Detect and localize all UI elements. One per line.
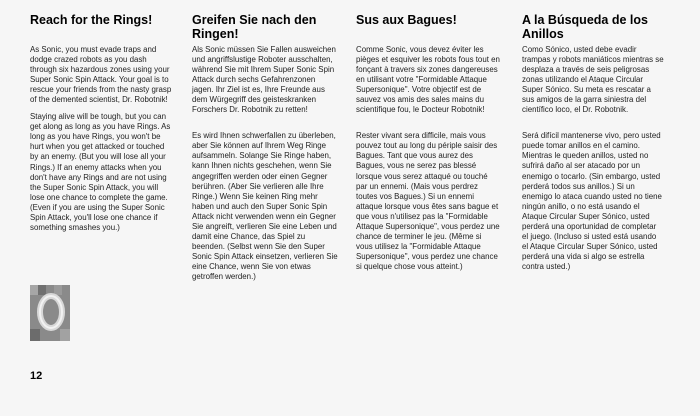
ring-icon: [30, 285, 70, 341]
page-number: 12: [30, 370, 43, 382]
paragraph: Als Sonic müssen Sie Fallen ausweichen und angriffslustige Roboter ausschalten, während Sie mit Ihrem Super Sonic Spin Attack durch sechs Gefahrenzonen jagen. Ihr Ziel ist es, Ihre Freunde aus dem Würgegriff des geisteskranken Forschers Dr. Robotnik zu retten!: [192, 45, 336, 115]
body-french: [356, 45, 500, 279]
heading-spanish: A la Búsqueda de los Anillos: [522, 13, 648, 41]
paragraph: As Sonic, you must evade traps and dodge crazed robots as you dash through six hazardous zones using your Super Sonic Spin Attack. Your goal is to rescue your friends from the nasty grasp of the demented scientist, Dr. Robotnik!: [30, 45, 172, 105]
paragraph: Staying alive will be tough, but you can get along as long as you have Rings. As long as you have Rings, you won't be hurt when you get attacked or touched by an enemy. (But you will lose all your Rings.) If an enemy attacks when you don't have any Rings and are not using the Super Sonic Spin Attack, you will lose one chance to complete the game. (Even if you are using the Super Sonic Spin Attack, you'll lose one chance if something smashes you.): [30, 112, 171, 232]
ring-screenshot-image: [30, 285, 70, 341]
heading-german: Greifen Sie nach den Ringen!: [192, 13, 317, 41]
body-spanish: [522, 45, 664, 279]
body-english: [30, 45, 174, 240]
paragraph: Comme Sonic, vous devez éviter les pièges et esquiver les robots fous tout en fonçant à travers six zones dangereuses en utilisant votre "Formidable Attaque Supersonique". Votre objectif est de sauvez vos amis des sales mains du scientifique fou, le Docteur Robotnik!: [356, 45, 500, 115]
heading-french: Sus aux Bagues!: [356, 13, 457, 27]
paragraph: Como Sónico, usted debe evadir trampas y robots maniáticos mientras se desplaza a través de seis peligrosas zonas utilizando el Ataque Circular Super Sónico. Su meta es rescatar a sus amigos de la garra siniestra del científico loco, el Dr. Robotnik.: [522, 45, 664, 115]
paragraph: Es wird Ihnen schwerfallen zu überleben, aber Sie können auf Ihrem Weg Ringe aufsammeln. Solange Sie Ringe haben, kann Ihnen nichts geschehen, wenn Sie angegriffen werden oder einen Gegner berühren. (Aber Sie verlieren alle Ihre Ringe.) Wenn Sie keinen Ring mehr haben und auch den Super Sonic Spin Attack nicht verwenden wenn ein Gegner Sie angreift, verlieren Sie eine Leben und damit eine Chance, das Spiel zu beenden. (Selbst wenn Sie den Super Sonic Spin Attack einsetzen, verlieren Sie eine Chance, wenn Sie von etwas getroffen werden.): [192, 131, 338, 281]
paragraph: Será difícil mantenerse vivo, pero usted puede tomar anillos en el camino. Mientras le queden anillos, usted no sufrirá daño al ser atacado por un enemigo o tocarlo. (Sin embargo, usted perderá todos sus anillos.) Si un enemigo lo ataca cuando usted no tiene ningún anillo, o no está usando el Ataque Circular Super Sónico, usted perderá una oportunidad de completar el juego. (Incluso si usted está usando el Ataque Circular Super Sónico, usted perderá una vida si algo se estrella contra usted.): [522, 131, 662, 271]
paragraph: Rester vivant sera difficile, mais vous pouvez tout au long du périple saisir des Bagues. Tant que vous aurez des Bagues, vous ne serez pas blessé lorsque vous serez attaqué ou touché par un ennemi. (Mais vous perdrez toutes vos Bagues.) Si un ennemi attaque lorsque vous êtes sans bague et que vous n'utilisez pas la "Formidable Attaque Supersonique", vous perdez une chance de terminer le jeu. (Même si vous utilisez la "Formidable Attaque Supersonique", vous perdez une chance si quelque chose vous atteint.): [356, 131, 500, 271]
heading-english: Reach for the Rings!: [30, 13, 153, 27]
body-german: [192, 45, 338, 289]
